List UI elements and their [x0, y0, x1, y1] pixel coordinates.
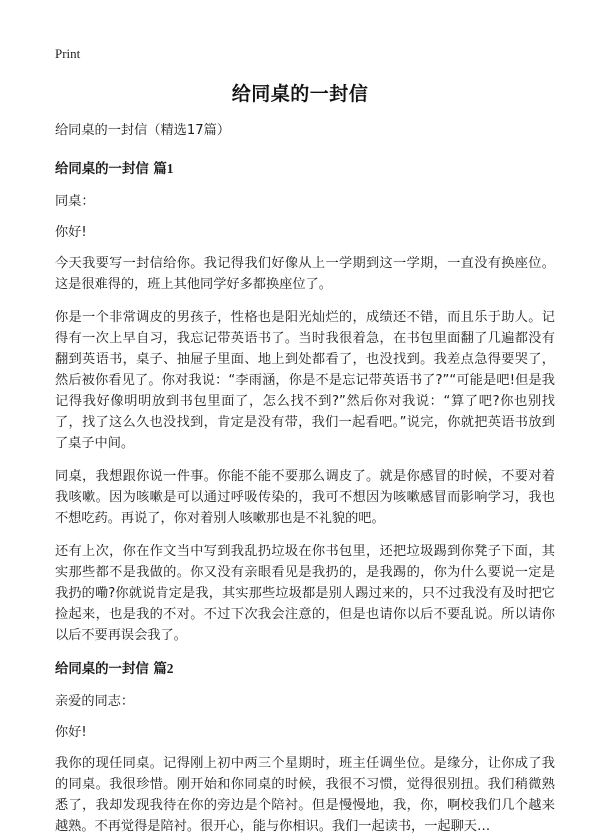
section-heading-2 [55, 658, 555, 680]
section-heading-text: 给同桌的一封信 篇 [55, 662, 167, 677]
greeting: 你好! [55, 725, 87, 740]
salutation: 同桌： [55, 194, 95, 209]
paragraph: 我你的现任同桌。记得刚上初中两三个星期时，班主任调坐位。是缘分，让你成了我的同桌。我很珍惜。刚开始和你同桌的时候，我很不习惯，觉得很别扭。我们稍微熟悉了，我却发现我待在你的旁边是个陪衬。但是慢慢地，我，你，啊校我们几个越来越熟。不再觉得是陪衬。很开心，能与你相识。我们一起读书，一起聊天… [55, 756, 555, 834]
section-heading-text: 给同桌的一封信 篇 [55, 162, 167, 177]
paragraph: 今天我要写一封信给你。我记得我们好像从上一学期到这一学期，一直没有换座位。这是很难得的，班上其他同学好多都换座位了。 [55, 256, 555, 292]
document-body [55, 120, 555, 837]
greeting: 你好! [55, 225, 87, 240]
section-heading-number: 2 [166, 661, 174, 676]
paragraph: 你是一个非常调皮的男孩子，性格也是阳光灿烂的，成绩还不错，而且乐于助人。记得有一次上早自习，我忘记带英语书了。当时我很着急，在书包里面翻了几遍都没有翻到英语书，桌子、抽屉子里面、地上到处都看了，也没找到。我差点急得要哭了，然后被你看见了。你对我说：“李雨涵，你是不是忘记带英语书了?”“可能是吧!但是我记得我好像明明放到书包里面了，怎么找不到?”然后你对我说：“算了吧?你也别找了，找了这么久也没找到，肯定是没有带，我们一起看吧。”说完，你就把英语书放到了桌子中间。 [55, 310, 555, 451]
paragraph: 同桌，我想跟你说一件事。你能不能不要那么调皮了。就是你感冒的时候，不要对着我咳嗽。因为咳嗽是可以通过呼吸传染的，我可不想因为咳嗽感冒而影响学习，我也不想吃药。再说了，你对着别人咳嗽那也是不礼貌的吧。 [55, 469, 555, 526]
page-title: 给同桌的一封信 [231, 83, 369, 105]
document-subtitle: 给同桌的一封信（精选17篇） [55, 123, 231, 138]
section-heading-number: 1 [166, 161, 174, 176]
salutation: 亲爱的同志： [55, 694, 135, 709]
print-label: Print [55, 46, 81, 61]
paragraph: 还有上次，你在作文当中写到我乱扔垃圾在你书包里，还把垃圾踢到你凳子下面，其实那些都不是我做的。你又没有亲眼看见是我扔的，是我踢的，你为什么要说一定是我扔的嘞?你就说肯定是我，其实那些垃圾都是别人踢过来的，只不过我没有及时把它捡起来，也是我的不对。不过下次我会注意的，但是也请你以后不要乱说。所以请你以后不要再误会我了。 [55, 544, 555, 643]
section-heading-1 [55, 158, 555, 180]
